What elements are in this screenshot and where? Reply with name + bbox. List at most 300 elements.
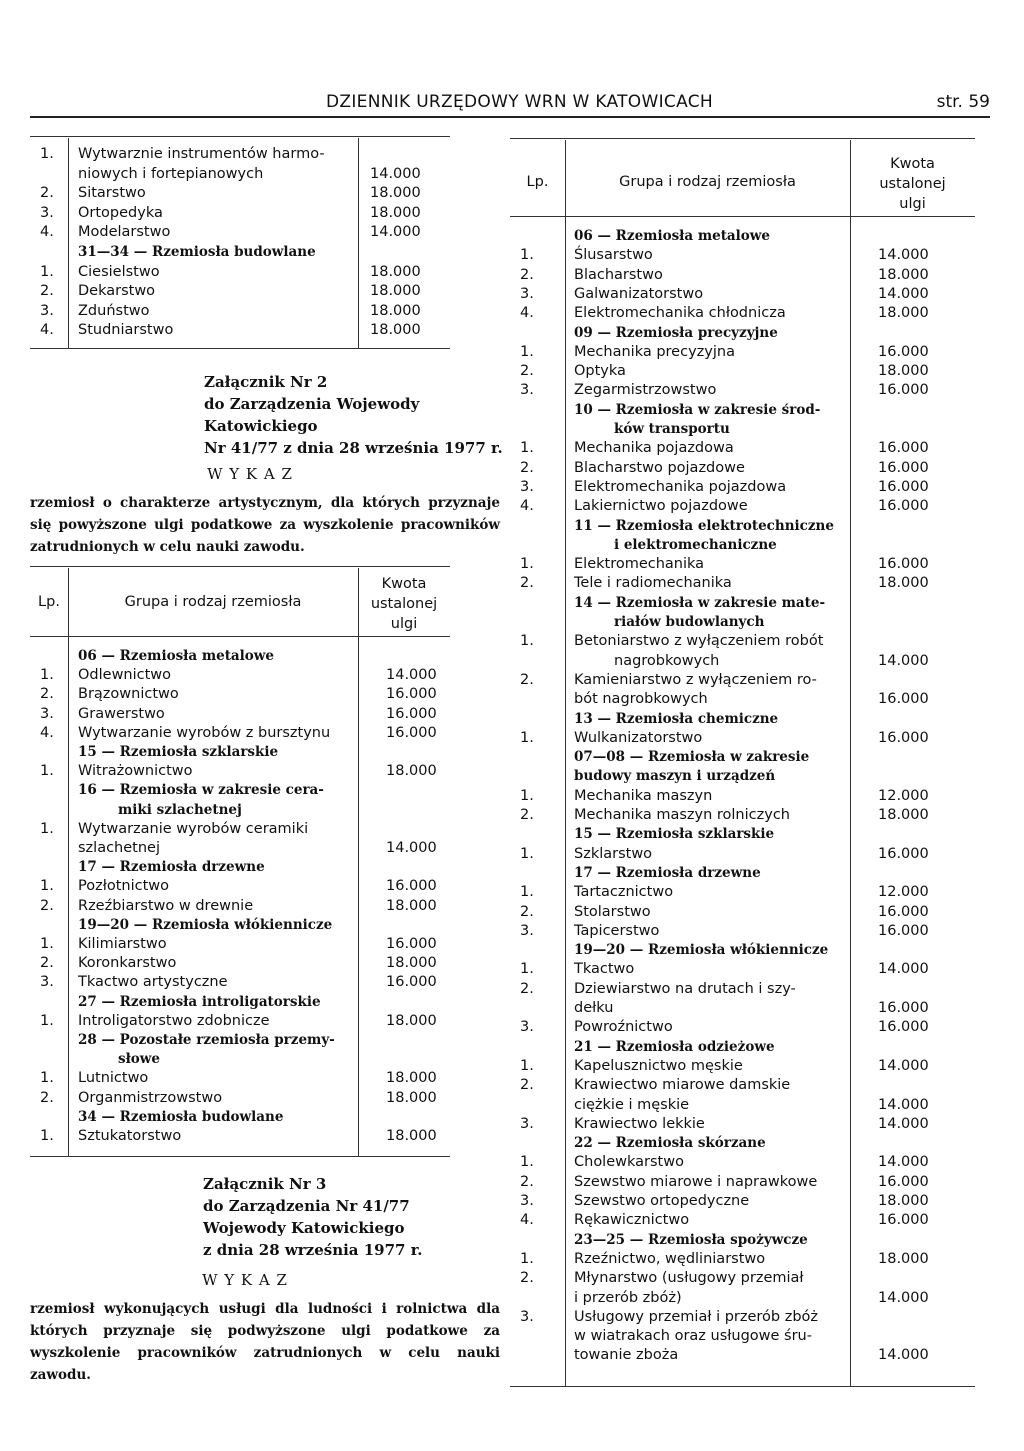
row-value: 18.000 bbox=[878, 807, 929, 823]
section-heading bbox=[40, 1049, 450, 1069]
row-value: 18.000 bbox=[386, 1070, 437, 1087]
row-value: 18.000 bbox=[370, 185, 421, 202]
row-name: Kamieniarstwo z wyłączeniem ro- bbox=[574, 671, 817, 688]
row-value: 12.000 bbox=[878, 787, 929, 804]
row-name: Młynarstwo (usługowy przemiał bbox=[574, 1270, 804, 1287]
row-value: 18.000 bbox=[386, 897, 437, 914]
row-value: 18.000 bbox=[370, 263, 421, 280]
section-heading bbox=[40, 780, 450, 800]
row-name: Krawiectwo miarowe damskie bbox=[574, 1077, 791, 1094]
row-name: Mechanika maszyn bbox=[574, 787, 713, 804]
row-number: 3. bbox=[520, 1115, 534, 1132]
section-heading bbox=[40, 1030, 450, 1050]
row-number: 2. bbox=[520, 980, 534, 997]
table-row bbox=[520, 670, 975, 690]
row-name: Dziewiarstwo na drutach i szy- bbox=[574, 980, 796, 997]
row-number: 3. bbox=[40, 705, 54, 722]
row-name: szlachetnej bbox=[78, 840, 160, 856]
row-name: 28 — Pozostałe rzemiosła przemy- bbox=[78, 1032, 335, 1048]
row-name: Cholewkarstwo bbox=[574, 1154, 684, 1171]
row-name: Blacharstwo pojazdowe bbox=[574, 459, 745, 476]
row-number: 3. bbox=[520, 922, 534, 939]
row-value: 16.000 bbox=[386, 974, 437, 991]
row-number: 1. bbox=[40, 667, 54, 684]
table-row bbox=[520, 1249, 975, 1269]
row-number: 2. bbox=[520, 459, 534, 476]
table3-head-kwota-l1: Kwota bbox=[890, 156, 935, 172]
table-row bbox=[520, 1307, 975, 1327]
section-heading bbox=[520, 419, 975, 439]
table-row bbox=[520, 631, 975, 651]
row-name: 09 — Rzemiosła precyzyjne bbox=[574, 324, 778, 341]
row-name: Stolarstwo bbox=[574, 903, 651, 920]
page-header bbox=[30, 92, 990, 118]
table-row bbox=[520, 458, 975, 478]
row-number: 1. bbox=[40, 936, 54, 952]
table-row bbox=[520, 342, 975, 362]
row-number: 3. bbox=[520, 1193, 534, 1209]
row-value: 12.000 bbox=[878, 884, 929, 901]
row-value: 18.000 bbox=[386, 955, 437, 972]
row-name: towanie zboża bbox=[574, 1347, 679, 1364]
annex-line: do Zarządzenia Nr 41/77 bbox=[203, 1197, 410, 1215]
table2-bottom-rule bbox=[30, 1156, 450, 1157]
row-name: Usługowy przemiał i przerób zbóż bbox=[574, 1308, 819, 1325]
row-number: 1. bbox=[40, 763, 54, 780]
row-number: 1. bbox=[520, 247, 534, 264]
row-value: 14.000 bbox=[878, 285, 929, 302]
table1-bottom-rule bbox=[30, 348, 450, 349]
row-number: 4. bbox=[40, 724, 54, 741]
table-row bbox=[40, 1011, 450, 1031]
row-name: Pozłotnictwo bbox=[78, 878, 169, 895]
table-row bbox=[520, 998, 975, 1018]
row-value: 16.000 bbox=[878, 1173, 929, 1190]
row-name: Tapicerstwo bbox=[574, 922, 660, 939]
section-heading bbox=[520, 747, 975, 767]
table-row bbox=[520, 1095, 975, 1115]
annex2-paragraph: rzemiosł o charakterze artystycznym, dla których przyznaje się powyższone ulgi podatkowe za wyszkolenie pracowników zatrudnionych w celu nauki zawodu. bbox=[30, 495, 500, 555]
row-name: Modelarstwo bbox=[78, 224, 171, 241]
row-name: Koronkarstwo bbox=[78, 955, 177, 972]
row-value: 16.000 bbox=[878, 845, 929, 862]
table-row bbox=[520, 979, 975, 999]
table1-col-divider bbox=[68, 138, 69, 348]
table-row bbox=[520, 284, 975, 304]
table-row bbox=[520, 496, 975, 516]
table3-head-group: Grupa i rodzaj rzemiosła bbox=[619, 174, 796, 190]
table3-head-kwota-l2: ustalonej bbox=[879, 176, 946, 192]
row-name: w wiatrakach oraz usługowe śru- bbox=[574, 1328, 812, 1345]
annex-line: Wojewody Katowickiego bbox=[203, 1219, 405, 1237]
table2-col-divider bbox=[358, 568, 359, 1156]
table-row bbox=[520, 380, 975, 400]
row-name: Galwanizatorstwo bbox=[574, 285, 704, 302]
row-value: 18.000 bbox=[386, 1089, 437, 1106]
row-name: Sztukatorstwo bbox=[78, 1128, 182, 1144]
table-row bbox=[40, 262, 450, 282]
row-number: 4. bbox=[40, 224, 54, 241]
table-row bbox=[40, 144, 450, 164]
row-value: 16.000 bbox=[878, 498, 929, 515]
row-number: 2. bbox=[40, 283, 54, 300]
section-heading bbox=[40, 646, 450, 666]
row-number: 2. bbox=[520, 807, 534, 823]
table-row bbox=[520, 1288, 975, 1308]
row-name: Elektromechanika bbox=[574, 556, 705, 573]
table-row bbox=[40, 281, 450, 301]
row-name: Rzeźnictwo, wędliniarstwo bbox=[574, 1250, 766, 1267]
table2-head-kwota-l1: Kwota bbox=[381, 576, 427, 592]
table-row bbox=[40, 164, 450, 184]
row-number: 4. bbox=[520, 305, 534, 322]
row-name: Lakiernictwo pojazdowe bbox=[574, 498, 748, 515]
table-row bbox=[520, 477, 975, 497]
row-value: 16.000 bbox=[878, 556, 929, 573]
row-value: 14.000 bbox=[878, 961, 929, 978]
row-number: 3. bbox=[40, 302, 54, 319]
table-row bbox=[520, 921, 975, 941]
table3-col-divider bbox=[565, 140, 566, 1386]
row-value: 14.000 bbox=[878, 652, 929, 669]
section-heading bbox=[40, 992, 450, 1012]
row-name: Zduństwo bbox=[78, 302, 150, 319]
row-number: 2. bbox=[40, 1089, 54, 1106]
table-row bbox=[40, 896, 450, 916]
row-value: 16.000 bbox=[878, 922, 929, 939]
row-number: 1. bbox=[40, 1128, 54, 1144]
row-name: Mechanika maszyn rolniczych bbox=[574, 807, 790, 823]
table2-col-divider bbox=[68, 568, 69, 1156]
section-heading bbox=[520, 709, 975, 729]
table-row bbox=[40, 972, 450, 992]
row-number: 2. bbox=[520, 363, 534, 380]
row-value: 16.000 bbox=[878, 691, 929, 708]
row-number: 1. bbox=[520, 884, 534, 901]
table-row bbox=[520, 786, 975, 806]
table3-head-lp: Lp. bbox=[526, 174, 549, 190]
row-value: 16.000 bbox=[878, 459, 929, 476]
row-name: Elektromechanika pojazdowa bbox=[574, 478, 787, 495]
row-name: Organmistrzowstwo bbox=[78, 1089, 223, 1106]
table-row bbox=[520, 1172, 975, 1192]
row-name: Kapelusznictwo męskie bbox=[574, 1057, 743, 1074]
row-number: 3. bbox=[520, 285, 534, 302]
row-value: 16.000 bbox=[878, 903, 929, 920]
row-name: 21 — Rzemiosła odzieżowe bbox=[574, 1038, 775, 1055]
row-name: Szewstwo miarowe i naprawkowe bbox=[574, 1173, 818, 1190]
row-name: Mechanika precyzyjna bbox=[574, 343, 735, 360]
row-number: 1. bbox=[520, 343, 534, 360]
table-row bbox=[520, 1268, 975, 1288]
row-value: 18.000 bbox=[878, 575, 929, 592]
table-row bbox=[520, 438, 975, 458]
row-name: 06 — Rzemiosła metalowe bbox=[574, 228, 771, 244]
section-heading bbox=[40, 1107, 450, 1127]
row-value: 16.000 bbox=[878, 440, 929, 457]
table-row bbox=[520, 1191, 975, 1211]
table-row bbox=[520, 245, 975, 265]
row-name: ków transportu bbox=[614, 421, 730, 437]
journal-title: DZIENNIK URZĘDOWY WRN W KATOWICACH bbox=[326, 92, 713, 112]
table2 bbox=[40, 646, 450, 1146]
row-number: 3. bbox=[520, 382, 534, 399]
table1 bbox=[40, 144, 450, 344]
table-row bbox=[520, 361, 975, 381]
row-number: 2. bbox=[520, 671, 534, 688]
row-name: 07—08 — Rzemiosła w zakresie bbox=[574, 749, 810, 766]
row-value: 14.000 bbox=[878, 1347, 929, 1364]
row-name: Betoniarstwo z wyłączeniem robót bbox=[574, 633, 824, 650]
row-number: 4. bbox=[520, 498, 534, 515]
table-row bbox=[40, 665, 450, 685]
row-name: 19—20 — Rzemiosła włókiennicze bbox=[78, 916, 333, 933]
table1-col-divider bbox=[358, 138, 359, 348]
row-value: 16.000 bbox=[386, 724, 437, 741]
row-name: 34 — Rzemiosła budowlane bbox=[78, 1108, 284, 1125]
row-number: 2. bbox=[40, 955, 54, 972]
table-row bbox=[40, 838, 450, 858]
table-row bbox=[520, 554, 975, 574]
row-number: 1. bbox=[520, 1057, 534, 1074]
row-value: 16.000 bbox=[878, 478, 929, 495]
table2-head-lp: Lp. bbox=[38, 594, 60, 610]
row-name: Brązownictwo bbox=[78, 686, 179, 703]
row-value: 18.000 bbox=[386, 1012, 437, 1029]
row-name: Kilimiarstwo bbox=[78, 936, 167, 952]
table3-top-rule bbox=[510, 138, 975, 139]
row-name: 15 — Rzemiosła szklarskie bbox=[78, 744, 279, 760]
table-row bbox=[520, 902, 975, 922]
section-heading bbox=[520, 940, 975, 960]
section-heading bbox=[520, 323, 975, 343]
row-value: 14.000 bbox=[370, 165, 421, 182]
row-value: 18.000 bbox=[370, 322, 421, 339]
row-name: Tele i radiomechanika bbox=[574, 575, 732, 592]
table2-head-group: Grupa i rodzaj rzemiosła bbox=[124, 594, 302, 610]
section-heading bbox=[40, 857, 450, 877]
row-name: Witrażownictwo bbox=[78, 763, 193, 780]
table-row bbox=[40, 320, 450, 340]
row-name: 22 — Rzemiosła skórzane bbox=[574, 1135, 766, 1152]
table3 bbox=[520, 226, 975, 1386]
row-number: 4. bbox=[520, 1212, 534, 1229]
table-row bbox=[520, 303, 975, 323]
row-value: 14.000 bbox=[878, 247, 929, 264]
row-value: 18.000 bbox=[370, 283, 421, 300]
table2-head-kwota-l3: ulgi bbox=[390, 616, 418, 632]
row-name: Introligatorstwo zdobnicze bbox=[78, 1012, 270, 1029]
section-heading bbox=[520, 535, 975, 555]
table2-head-rule bbox=[30, 636, 450, 637]
row-number: 3. bbox=[40, 204, 54, 221]
section-heading bbox=[520, 516, 975, 536]
row-name: budowy maszyn i urządzeń bbox=[574, 768, 776, 785]
row-value: 16.000 bbox=[878, 343, 929, 360]
row-name: Ciesielstwo bbox=[78, 263, 160, 280]
annex3-wykaz: W Y K A Z bbox=[202, 1271, 288, 1289]
row-number: 2. bbox=[40, 686, 54, 703]
table1-top-rule bbox=[30, 136, 450, 137]
row-value: 16.000 bbox=[878, 1019, 929, 1036]
table-row bbox=[520, 1056, 975, 1076]
table3-head-rule bbox=[510, 216, 975, 217]
row-name: 27 — Rzemiosła introligatorskie bbox=[78, 993, 321, 1010]
row-name: 19—20 — Rzemiosła włókiennicze bbox=[574, 942, 829, 959]
section-heading bbox=[520, 1133, 975, 1153]
row-name: Wytwarzanie wyrobów ceramiki bbox=[78, 820, 309, 837]
section-heading bbox=[520, 824, 975, 844]
table-row bbox=[40, 183, 450, 203]
row-name: Powroźnictwo bbox=[574, 1019, 673, 1036]
row-name: miki szlachetnej bbox=[118, 801, 242, 818]
row-number: 2. bbox=[520, 575, 534, 592]
row-name: 10 — Rzemiosła w zakresie środ- bbox=[574, 401, 821, 418]
table-row bbox=[40, 876, 450, 896]
row-number: 3. bbox=[40, 974, 54, 991]
section-heading bbox=[520, 1230, 975, 1250]
row-value: 16.000 bbox=[386, 936, 437, 952]
row-number: 2. bbox=[40, 897, 54, 914]
row-name: Rękawicznictwo bbox=[574, 1212, 690, 1229]
row-name: dełku bbox=[574, 1000, 614, 1016]
row-value: 18.000 bbox=[878, 1193, 929, 1209]
row-number: 1. bbox=[40, 820, 54, 837]
section-heading bbox=[520, 400, 975, 420]
table-row bbox=[520, 573, 975, 593]
section-heading bbox=[40, 242, 450, 262]
row-value: 14.000 bbox=[386, 840, 437, 856]
row-name: 17 — Rzemiosła drzewne bbox=[574, 864, 761, 881]
row-value: 18.000 bbox=[370, 204, 421, 221]
row-name: Dekarstwo bbox=[78, 283, 156, 300]
table-row bbox=[520, 1114, 975, 1134]
row-value: 14.000 bbox=[878, 1096, 929, 1113]
annex-line: z dnia 28 września 1977 r. bbox=[203, 1241, 423, 1259]
table-row bbox=[520, 959, 975, 979]
row-value: 18.000 bbox=[878, 266, 929, 283]
row-name: Odlewnictwo bbox=[78, 667, 172, 684]
row-number: 1. bbox=[40, 263, 54, 280]
table-row bbox=[520, 1345, 975, 1365]
table-row bbox=[40, 704, 450, 724]
table3-head-kwota bbox=[850, 154, 975, 214]
row-number: 1. bbox=[40, 1012, 54, 1029]
row-name: 14 — Rzemiosła w zakresie mate- bbox=[574, 594, 826, 611]
row-name: Ślusarstwo bbox=[574, 247, 653, 264]
table-row bbox=[520, 689, 975, 709]
section-heading bbox=[520, 593, 975, 613]
row-number: 1. bbox=[520, 787, 534, 804]
row-number: 1. bbox=[40, 146, 54, 162]
row-number: 4. bbox=[40, 322, 54, 339]
row-number: 1. bbox=[520, 845, 534, 862]
row-name: Tartacznictwo bbox=[574, 884, 674, 901]
row-value: 14.000 bbox=[878, 1115, 929, 1132]
table-row bbox=[520, 728, 975, 748]
table-row bbox=[520, 1075, 975, 1095]
row-name: bót nagrobkowych bbox=[574, 691, 708, 708]
row-name: Zegarmistrzowstwo bbox=[574, 382, 717, 399]
row-value: 16.000 bbox=[878, 382, 929, 399]
row-name: Lutnictwo bbox=[78, 1070, 149, 1087]
annex3-paragraph: rzemiosł wykonujących usługi dla ludności i rolnictwa dla których przyznaje się podwyższone ulgi podatkowe za wyszkolenie pracowników zatrudnionych w celu nauki zawodu. bbox=[30, 1301, 500, 1383]
row-number: 1. bbox=[520, 556, 534, 573]
table-row bbox=[40, 934, 450, 954]
row-value: 16.000 bbox=[878, 1000, 929, 1016]
table2-head-kwota bbox=[358, 574, 450, 634]
row-name: Krawiectwo lekkie bbox=[574, 1115, 705, 1132]
row-number: 3. bbox=[520, 1019, 534, 1036]
row-name: riałów budowlanych bbox=[614, 614, 765, 630]
row-name: 15 — Rzemiosła szklarskie bbox=[574, 826, 775, 843]
row-name: Szewstwo ortopedyczne bbox=[574, 1193, 750, 1209]
row-name: Mechanika pojazdowa bbox=[574, 440, 734, 457]
page-number: str. 59 bbox=[936, 92, 990, 112]
row-value: 16.000 bbox=[386, 878, 437, 895]
row-name: ciężkie i męskie bbox=[574, 1096, 690, 1113]
row-name: nagrobkowych bbox=[614, 652, 720, 669]
annex2-wykaz: W Y K A Z bbox=[207, 465, 293, 483]
row-value: 14.000 bbox=[878, 1154, 929, 1171]
table-row bbox=[40, 301, 450, 321]
row-value: 14.000 bbox=[878, 1289, 929, 1306]
row-number: 2. bbox=[40, 185, 54, 202]
row-name: 17 — Rzemiosła drzewne bbox=[78, 859, 265, 876]
row-name: Tkactwo artystyczne bbox=[78, 974, 228, 991]
row-name: Ortopedyka bbox=[78, 204, 163, 221]
row-value: 18.000 bbox=[878, 305, 929, 322]
table-row bbox=[40, 222, 450, 242]
row-value: 18.000 bbox=[878, 1250, 929, 1267]
table-row bbox=[40, 761, 450, 781]
table-row bbox=[520, 1210, 975, 1230]
table2-head-kwota-l2: ustalonej bbox=[370, 596, 438, 612]
table3-bottom-rule bbox=[510, 1386, 975, 1387]
row-number: 3. bbox=[520, 1308, 534, 1325]
row-name: Sitarstwo bbox=[78, 185, 146, 202]
row-value: 18.000 bbox=[370, 302, 421, 319]
row-name: Grawerstwo bbox=[78, 705, 165, 722]
row-number: 2. bbox=[520, 1270, 534, 1287]
table-row bbox=[40, 723, 450, 743]
row-name: Blacharstwo bbox=[574, 266, 663, 283]
annex-line: do Zarządzenia Wojewody bbox=[204, 395, 420, 413]
table-row bbox=[520, 882, 975, 902]
row-value: 18.000 bbox=[386, 763, 437, 780]
row-name: i elektromechaniczne bbox=[614, 536, 777, 553]
row-name: i przerób zbóż) bbox=[574, 1289, 682, 1306]
row-number: 1. bbox=[40, 878, 54, 895]
row-name: niowych i fortepianowych bbox=[78, 165, 264, 182]
row-number: 1. bbox=[520, 729, 534, 746]
section-heading bbox=[520, 612, 975, 632]
row-name: 11 — Rzemiosła elektrotechniczne bbox=[574, 517, 834, 534]
row-name: słowe bbox=[118, 1051, 161, 1068]
annex-line: Nr 41/77 z dnia 28 września 1977 r. bbox=[204, 439, 503, 457]
row-number: 1. bbox=[520, 440, 534, 457]
table-row bbox=[40, 1068, 450, 1088]
row-number: 1. bbox=[520, 961, 534, 978]
annex-line: Załącznik Nr 3 bbox=[203, 1175, 327, 1193]
section-heading bbox=[520, 226, 975, 246]
row-value: 16.000 bbox=[386, 686, 437, 703]
row-name: Szklarstwo bbox=[574, 845, 653, 862]
row-number: 1. bbox=[520, 633, 534, 650]
row-name: Studniarstwo bbox=[78, 322, 174, 339]
row-number: 1. bbox=[520, 1154, 534, 1171]
row-value: 18.000 bbox=[386, 1128, 437, 1144]
